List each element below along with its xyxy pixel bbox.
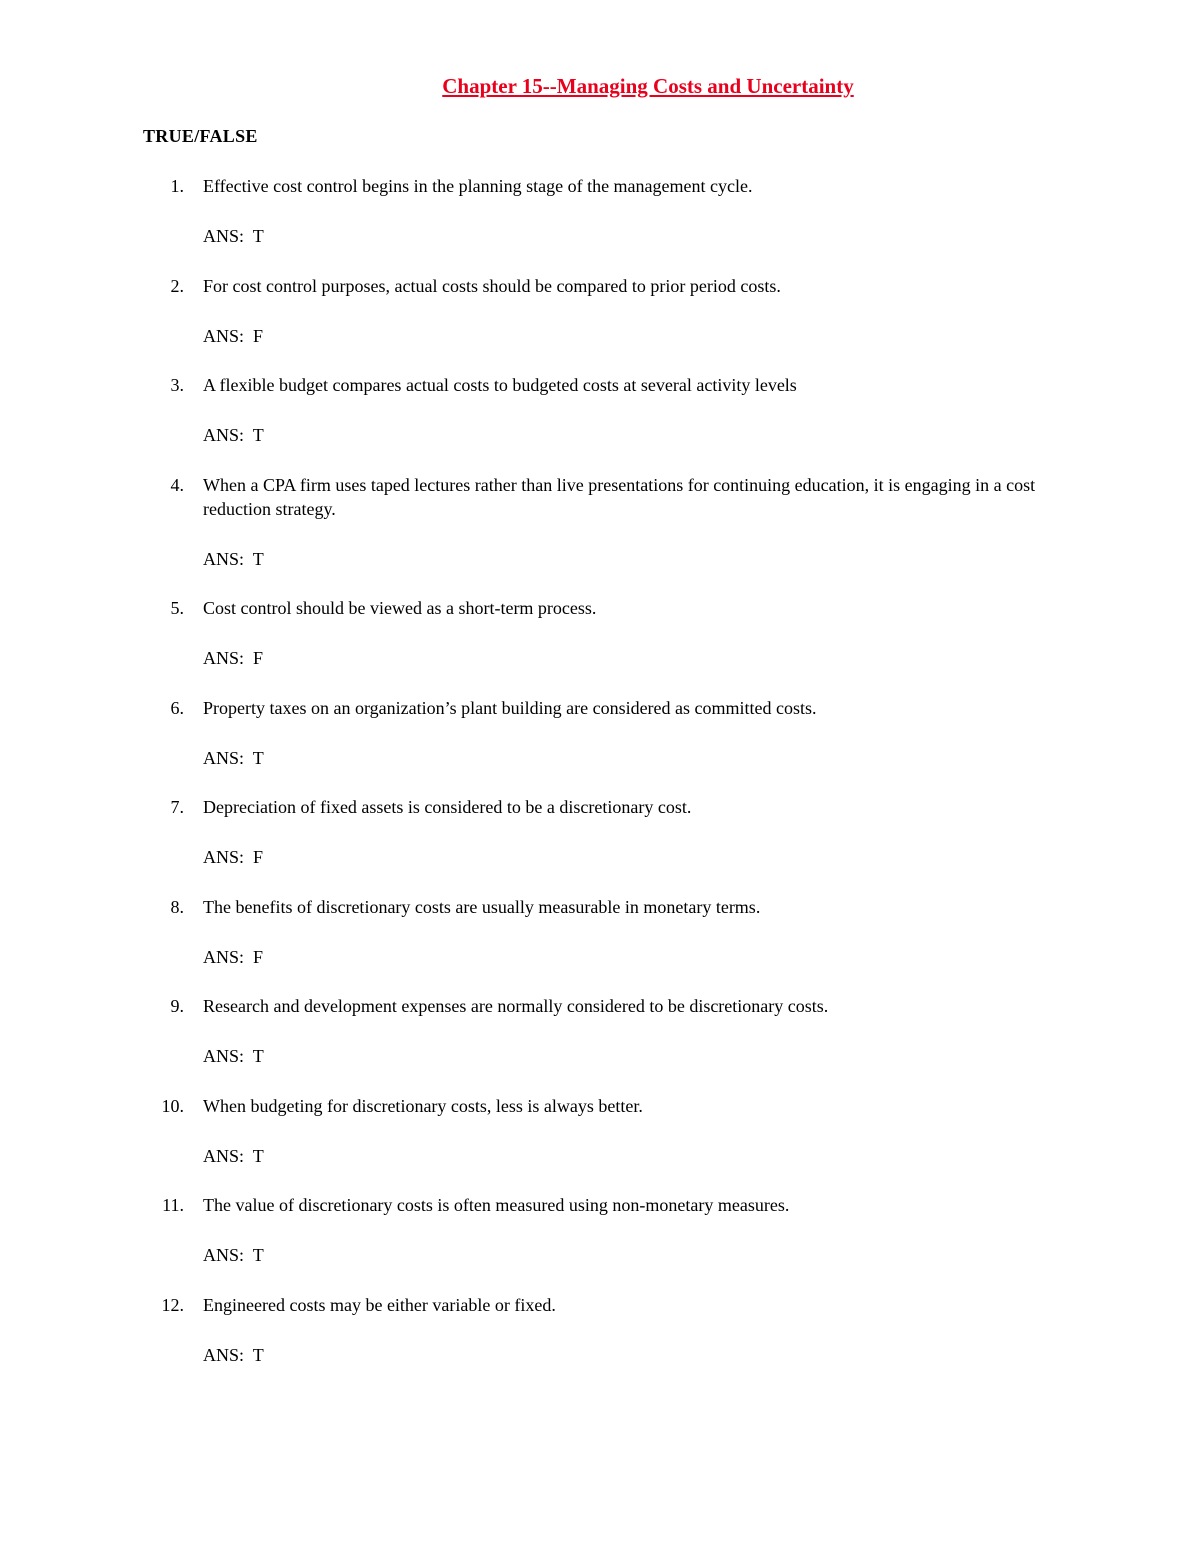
question-text: The benefits of discretionary costs are usually measurable in monetary terms.: [203, 897, 761, 917]
answer-value: T: [252, 1046, 264, 1066]
question-answer: [203, 845, 263, 869]
question-answer: [203, 945, 263, 969]
answer-prefix: ANS:: [203, 1046, 253, 1066]
question-number: 6.: [170, 698, 184, 718]
question-number: 2.: [170, 276, 184, 296]
question-text: A flexible budget compares actual costs to budgeted costs at several activity levels: [203, 375, 797, 395]
answer-value: T: [252, 226, 264, 246]
answer-prefix: ANS:: [203, 1245, 253, 1265]
question-answer: [203, 324, 263, 348]
answer-value: T: [252, 549, 264, 569]
question-answer: [203, 646, 263, 670]
answer-prefix: ANS:: [203, 549, 253, 569]
question-answer: [203, 423, 264, 447]
question-answer: [203, 746, 264, 770]
answer-value: T: [252, 1245, 264, 1265]
question-text: Depreciation of fixed assets is considered to be a discretionary cost.: [203, 797, 692, 817]
question-answer: [203, 1343, 264, 1367]
answer-prefix: ANS:: [203, 326, 254, 346]
question-number: 12.: [161, 1295, 184, 1315]
question-text: Cost control should be viewed as a short-term process.: [203, 598, 597, 618]
question-number: 8.: [170, 897, 184, 917]
question-number: 1.: [170, 176, 184, 196]
question-answer: [203, 1044, 264, 1068]
answer-prefix: ANS:: [203, 847, 254, 867]
answer-value: T: [252, 1146, 264, 1166]
question-number: 10.: [161, 1096, 184, 1116]
question-number: 4.: [170, 475, 184, 495]
question-text: When budgeting for discretionary costs, less is always better.: [203, 1096, 643, 1116]
question-answer: [203, 547, 264, 571]
answer-prefix: ANS:: [203, 425, 253, 445]
question-number: 3.: [170, 375, 184, 395]
question-number: 11.: [162, 1195, 184, 1215]
question-text: Engineered costs may be either variable or fixed.: [203, 1295, 556, 1315]
answer-value: F: [253, 847, 264, 867]
question-number: 9.: [170, 996, 184, 1016]
answer-prefix: ANS:: [203, 947, 254, 967]
answer-value: F: [253, 326, 264, 346]
answer-value: T: [252, 425, 264, 445]
question-text: For cost control purposes, actual costs should be compared to prior period costs.: [203, 276, 781, 296]
question-text: Property taxes on an organization’s plant building are considered as committed costs.: [203, 698, 817, 718]
question-answer: [203, 224, 264, 248]
question-answer: [203, 1144, 264, 1168]
answer-value: T: [252, 748, 264, 768]
question-text: Research and development expenses are normally considered to be discretionary costs.: [203, 996, 829, 1016]
question-text: Effective cost control begins in the planning stage of the management cycle.: [203, 176, 753, 196]
answer-prefix: ANS:: [203, 1146, 253, 1166]
question-number: 7.: [170, 797, 184, 817]
answer-value: F: [253, 648, 264, 668]
question-text: When a CPA firm uses taped lectures rather than live presentations for continuing education, it is engaging in a cost reduction strategy.: [203, 475, 1036, 519]
answer-prefix: ANS:: [203, 748, 253, 768]
answer-prefix: ANS:: [203, 648, 254, 668]
page-title: Chapter 15--Managing Costs and Uncertainty: [442, 74, 854, 98]
answer-value: T: [252, 1345, 264, 1365]
question-number: 5.: [170, 598, 184, 618]
question-answer: [203, 1243, 264, 1267]
section-heading: TRUE/FALSE: [143, 126, 258, 146]
question-text: The value of discretionary costs is often measured using non-monetary measures.: [203, 1195, 790, 1215]
answer-prefix: ANS:: [203, 226, 253, 246]
answer-prefix: ANS:: [203, 1345, 253, 1365]
answer-value: F: [253, 947, 264, 967]
